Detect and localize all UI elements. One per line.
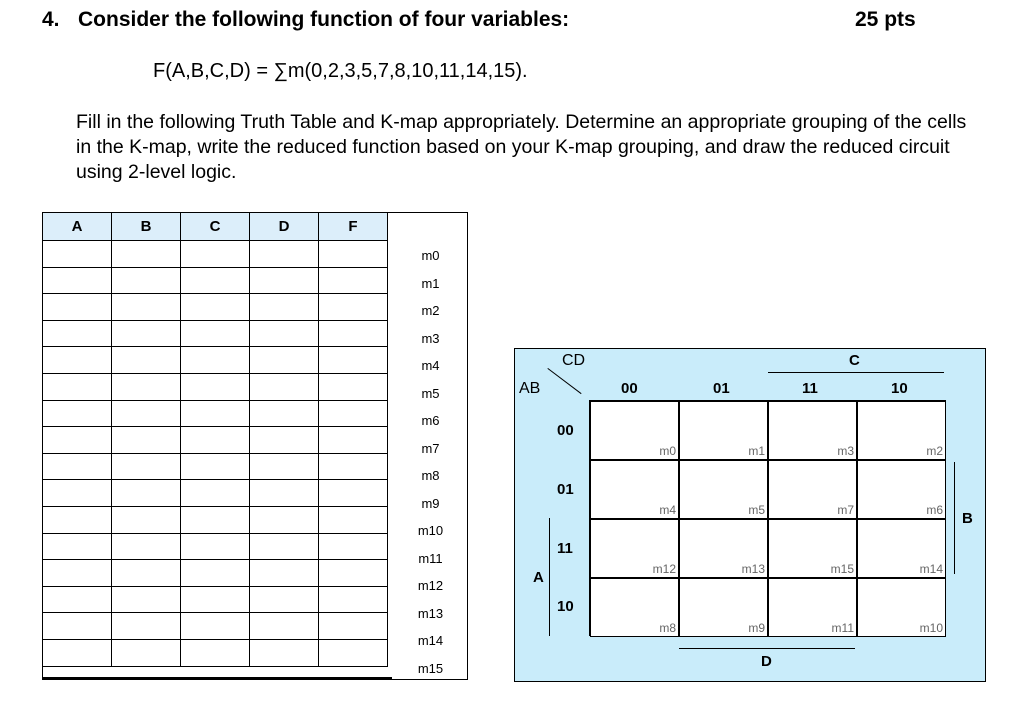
truth-table-row	[43, 613, 388, 640]
kmap-cell-label: m6	[926, 503, 943, 517]
truth-table-cell[interactable]	[43, 241, 112, 268]
header-b: B	[112, 213, 181, 241]
minterm-label: m3	[421, 330, 440, 346]
truth-table-cell[interactable]	[112, 400, 181, 427]
truth-table-row	[43, 533, 388, 560]
truth-table-row	[43, 586, 388, 613]
minterm-label: m13	[417, 605, 444, 621]
kmap-row-header-10: 10	[557, 598, 574, 615]
header-c: C	[181, 213, 250, 241]
truth-table-cell[interactable]	[250, 347, 319, 374]
kmap-col-header-00: 00	[621, 380, 638, 397]
truth-table-row	[43, 373, 388, 400]
truth-table-cell[interactable]	[181, 294, 250, 321]
kmap-cell[interactable]	[679, 401, 768, 460]
truth-table-cell[interactable]	[250, 586, 319, 613]
function-definition: F(A,B,C,D) = ∑m(0,2,3,5,7,8,10,11,14,15).	[153, 60, 528, 82]
truth-table-cell[interactable]	[112, 560, 181, 587]
truth-table-cell[interactable]	[250, 613, 319, 640]
minterm-label: m0	[421, 248, 440, 263]
truth-table-cell[interactable]	[181, 639, 250, 666]
truth-table-cell[interactable]	[250, 427, 319, 454]
minterm-label: m4	[421, 358, 440, 373]
kmap-cell-label: m8	[659, 621, 676, 635]
truth-table-cell[interactable]	[181, 533, 250, 560]
truth-table-cell[interactable]	[181, 560, 250, 587]
question-title: Consider the following function of four variables:	[78, 8, 570, 31]
truth-table-cell[interactable]	[112, 613, 181, 640]
instructions-paragraph: Fill in the following Truth Table and K-map appropriately. Determine an appropriate grouping of the cells in the K-map, write the reduced function based on your K-map grouping, and draw the reduced circuit using 2-level logic.	[76, 111, 967, 183]
truth-table-cell[interactable]	[181, 453, 250, 480]
kmap-cell[interactable]	[590, 401, 679, 460]
kmap-var-a: A	[533, 569, 544, 586]
minterm-label: m5	[421, 385, 440, 401]
kmap-cell-label: m3	[837, 444, 854, 458]
truth-table-cell[interactable]	[250, 400, 319, 427]
truth-table-cell[interactable]	[43, 453, 112, 480]
kmap-cell-label: m11	[831, 621, 854, 635]
truth-table-row	[43, 639, 388, 666]
truth-table-cell[interactable]	[181, 320, 250, 347]
kmap-cell[interactable]	[590, 460, 679, 519]
minterm-label: m8	[421, 468, 440, 483]
truth-table-row	[43, 267, 388, 294]
truth-table-cell[interactable]	[43, 267, 112, 294]
truth-table-row	[43, 241, 388, 268]
truth-table-cell[interactable]	[250, 294, 319, 321]
truth-table-cell[interactable]	[319, 427, 388, 454]
minterm-label: m6	[421, 413, 440, 428]
truth-table-cell[interactable]	[43, 400, 112, 427]
minterm-label: m9	[421, 495, 440, 511]
kmap-var-c: C	[849, 352, 860, 369]
kmap-c-bar	[768, 372, 944, 373]
points-label: 25 pts	[855, 8, 916, 31]
truth-table-cell[interactable]	[250, 560, 319, 587]
truth-table-cell[interactable]	[43, 480, 112, 507]
truth-table-cell[interactable]	[181, 586, 250, 613]
kmap-cell-label: m2	[926, 444, 943, 458]
truth-table-cell[interactable]	[319, 480, 388, 507]
truth-table-cell[interactable]	[43, 427, 112, 454]
truth-table-cell[interactable]	[43, 373, 112, 400]
truth-table-row	[43, 453, 388, 480]
truth-table-cell[interactable]	[43, 533, 112, 560]
truth-table-cell[interactable]	[319, 533, 388, 560]
kmap-cell[interactable]	[768, 460, 857, 519]
truth-table-cell[interactable]	[43, 294, 112, 321]
kmap-col-header-01: 01	[713, 380, 730, 397]
kmap-cell[interactable]	[768, 519, 857, 578]
truth-table-cell[interactable]	[43, 613, 112, 640]
truth-table	[42, 212, 388, 667]
minterm-label: m2	[421, 303, 440, 318]
kmap-cell[interactable]	[857, 519, 946, 578]
truth-table-row	[43, 294, 388, 321]
kmap-cell[interactable]	[768, 578, 857, 637]
truth-table-cell[interactable]	[112, 347, 181, 374]
truth-table-cell[interactable]	[181, 241, 250, 268]
kmap-d-bar	[679, 648, 855, 649]
kmap-cell-label: m9	[748, 621, 765, 635]
truth-table-row	[43, 560, 388, 587]
kmap-col-header-10: 10	[891, 380, 908, 397]
truth-table-cell[interactable]	[43, 506, 112, 533]
kmap-cell[interactable]	[590, 578, 679, 637]
truth-table-cell[interactable]	[250, 506, 319, 533]
truth-table-cell[interactable]	[181, 506, 250, 533]
header-a: A	[43, 213, 112, 241]
kmap-cell-label: m13	[741, 562, 765, 576]
kmap-cell-label: m14	[919, 562, 943, 576]
truth-table-cell[interactable]	[181, 613, 250, 640]
truth-table-cell[interactable]	[181, 267, 250, 294]
truth-table-cell[interactable]	[181, 400, 250, 427]
truth-table-cell[interactable]	[250, 533, 319, 560]
minterm-label: m1	[421, 275, 440, 291]
truth-table-cell[interactable]	[319, 613, 388, 640]
minterm-label: m15	[417, 660, 444, 676]
truth-table-cell[interactable]	[43, 639, 112, 666]
kmap-cell-label: m0	[659, 444, 676, 458]
kmap-row-header-00: 00	[557, 422, 574, 439]
truth-table-cell[interactable]	[181, 427, 250, 454]
kmap-cd-label: CD	[562, 352, 586, 369]
kmap-cell-label: m12	[652, 562, 676, 576]
truth-table-cell[interactable]	[319, 347, 388, 374]
truth-table-cell[interactable]	[319, 506, 388, 533]
truth-table-row	[43, 427, 388, 454]
kmap-row-header-11: 11	[557, 540, 573, 557]
kmap-cell[interactable]	[768, 401, 857, 460]
truth-table-cell[interactable]	[43, 586, 112, 613]
truth-table-cell[interactable]	[250, 373, 319, 400]
truth-table-cell[interactable]	[112, 320, 181, 347]
minterm-label: m12	[417, 578, 444, 593]
kmap-cell[interactable]	[679, 578, 768, 637]
truth-table-cell[interactable]	[319, 320, 388, 347]
truth-table-row	[43, 347, 388, 374]
truth-table-cell[interactable]	[250, 241, 319, 268]
kmap-cell-label: m15	[830, 562, 854, 576]
kmap-b-bar	[954, 462, 955, 574]
truth-table-cell[interactable]	[250, 267, 319, 294]
kmap-cell[interactable]	[679, 519, 768, 578]
truth-table-cell[interactable]	[112, 294, 181, 321]
truth-table-cell[interactable]	[319, 373, 388, 400]
kmap-a-bar	[549, 518, 550, 636]
truth-table-cell[interactable]	[43, 560, 112, 587]
truth-table-cell[interactable]	[112, 453, 181, 480]
truth-table-cell[interactable]	[319, 400, 388, 427]
truth-table-cell[interactable]	[319, 639, 388, 666]
truth-table-bottom-border	[42, 677, 392, 680]
truth-table-cell[interactable]	[181, 347, 250, 374]
truth-table-cell[interactable]	[250, 453, 319, 480]
kmap-grid	[589, 400, 946, 636]
truth-table-cell[interactable]	[112, 506, 181, 533]
truth-table-cell[interactable]	[319, 586, 388, 613]
truth-table-cell[interactable]	[112, 267, 181, 294]
truth-table-row	[43, 400, 388, 427]
truth-table-row	[43, 480, 388, 507]
truth-table-row	[43, 320, 388, 347]
truth-table-header-row	[43, 213, 388, 241]
kmap-cell-label: m1	[748, 444, 765, 458]
truth-table-cell[interactable]	[250, 639, 319, 666]
kmap-row-header-01: 01	[557, 481, 574, 498]
truth-table-cell[interactable]	[112, 427, 181, 454]
truth-table-cell[interactable]	[43, 320, 112, 347]
question-number: 4.	[42, 8, 60, 31]
truth-table-cell[interactable]	[112, 533, 181, 560]
kmap-var-d: D	[761, 653, 772, 670]
minterm-label: m14	[417, 633, 444, 648]
truth-table-cell[interactable]	[319, 241, 388, 268]
truth-table-cell[interactable]	[319, 560, 388, 587]
minterm-label: m10	[417, 523, 444, 538]
header-d: D	[250, 213, 319, 241]
kmap-ab-label: AB	[519, 380, 541, 397]
kmap-cell[interactable]	[679, 460, 768, 519]
kmap-cell[interactable]	[857, 578, 946, 637]
truth-table-cell[interactable]	[250, 480, 319, 507]
kmap-cell-label: m7	[837, 503, 854, 517]
truth-table-cell[interactable]	[319, 294, 388, 321]
kmap-cell[interactable]	[590, 519, 679, 578]
kmap-cell[interactable]	[857, 401, 946, 460]
kmap-var-b: B	[962, 510, 973, 527]
truth-table-cell[interactable]	[181, 480, 250, 507]
kmap-col-header-11: 11	[802, 380, 818, 397]
truth-table-cell[interactable]	[112, 373, 181, 400]
kmap-cell-label: m4	[659, 503, 676, 517]
kmap-cell-label: m5	[748, 503, 765, 517]
kmap-cell-label: m10	[919, 621, 943, 635]
truth-table-cell[interactable]	[250, 320, 319, 347]
kmap-cell[interactable]	[857, 460, 946, 519]
truth-table-cell[interactable]	[319, 453, 388, 480]
truth-table-cell[interactable]	[112, 241, 181, 268]
truth-table-cell[interactable]	[112, 586, 181, 613]
minterm-label: m7	[421, 440, 440, 456]
truth-table-cell[interactable]	[112, 639, 181, 666]
header-f: F	[319, 213, 388, 241]
truth-table-cell[interactable]	[319, 267, 388, 294]
truth-table-cell[interactable]	[43, 347, 112, 374]
truth-table-cell[interactable]	[181, 373, 250, 400]
minterm-label: m11	[418, 550, 443, 566]
truth-table-cell[interactable]	[112, 480, 181, 507]
truth-table-row	[43, 506, 388, 533]
